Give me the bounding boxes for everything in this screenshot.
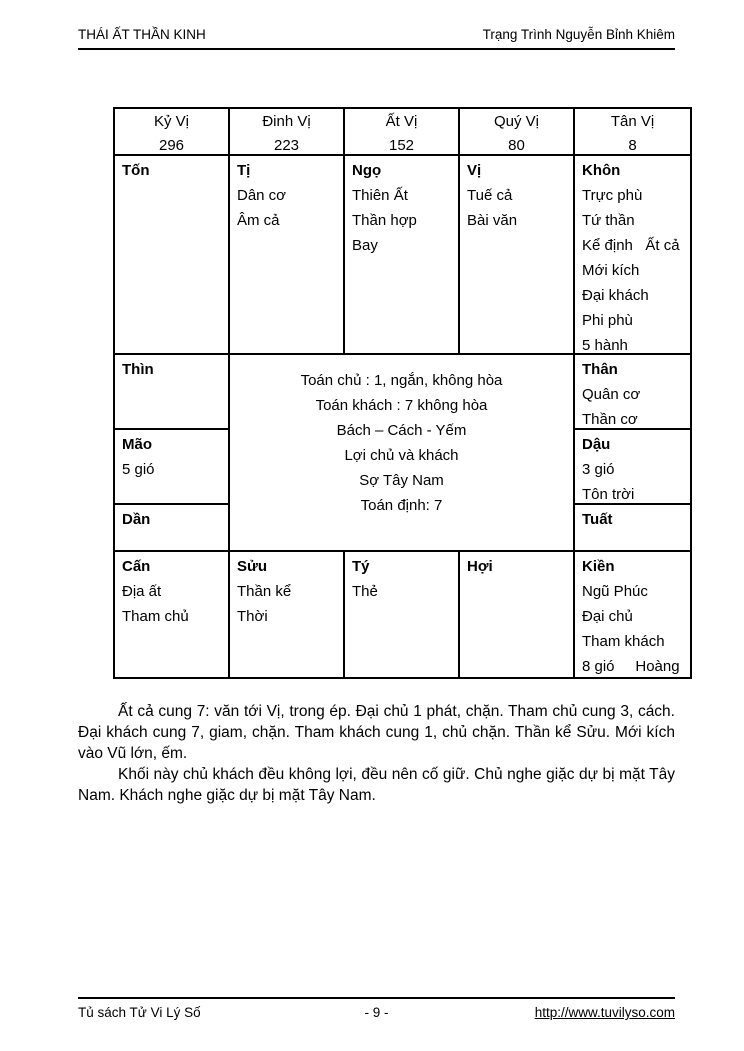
cell-label: Cấn (122, 558, 151, 575)
header-cell-dinh-vi (230, 109, 345, 156)
summary-line: Toán khách : 7 không hòa (315, 397, 488, 414)
cell-label: Thìn (122, 361, 154, 378)
column-value: 296 (158, 137, 185, 154)
header-cell-ky-vi (115, 109, 230, 156)
cell-label: Dần (122, 511, 151, 528)
footer-page-number: - 9 - (364, 1005, 389, 1020)
cell-line: Thần hợp (352, 212, 417, 229)
cell-line: Thẻ (352, 583, 378, 600)
cell-vi (460, 156, 575, 355)
cell-lines (352, 183, 453, 258)
cell-label: Khôn (582, 162, 621, 179)
cell-line: Thời (237, 608, 268, 625)
page-footer (78, 997, 675, 1021)
cell-lines (467, 183, 568, 233)
cell-line: Trực phù (582, 187, 643, 204)
cell-label: Tị (237, 162, 251, 179)
cell-line: Địa ất (122, 583, 162, 600)
header-cell-at-vi (345, 109, 460, 156)
column-value: 8 (628, 137, 637, 154)
cell-label: Hợi (467, 558, 493, 575)
cell-line: Kể định Ất cả (582, 237, 680, 254)
column-value: 80 (508, 137, 525, 154)
cell-lines (237, 579, 338, 629)
cell-line: Bài văn (467, 212, 518, 229)
center-summary-cell (230, 355, 575, 552)
summary-line: Toán chủ : 1, ngắn, không hòa (300, 372, 503, 389)
column-value: 223 (273, 137, 300, 154)
cell-line: Bay (352, 237, 378, 254)
book-title: THÁI ẤT THẦN KINH (78, 27, 206, 42)
cell-ton (115, 156, 230, 355)
header-cell-quy-vi (460, 109, 575, 156)
column-value: 152 (388, 137, 415, 154)
cell-dau (575, 430, 690, 505)
cell-ti (230, 156, 345, 355)
cell-label: Tý (352, 558, 370, 575)
thai-at-chart-table (113, 107, 692, 679)
cell-label: Tuất (582, 511, 613, 528)
cell-line: 8 gió Hoàng (582, 658, 680, 675)
cell-line: Ngũ Phúc (582, 583, 648, 600)
paragraph-1: Ất cả cung 7: văn tới Vị, trong ép. Đại chủ 1 phát, chặn. Tham chủ cung 3, cách. Đại khách cung 7, giam, chặn. Tham khách cung 1, chủ chặn. Thần kể Sửu. Mới kích vào Vũ lớn, ếm. (78, 703, 675, 762)
cell-line: Tứ thần (582, 212, 635, 229)
cell-line: Âm cả (237, 212, 280, 229)
body-text (78, 701, 675, 806)
cell-line: Thần kể (237, 583, 292, 600)
cell-label: Mão (122, 436, 152, 453)
summary-line: Bách – Cách - Yếm (336, 422, 467, 439)
cell-lines (582, 457, 685, 505)
cell-can (115, 552, 230, 677)
cell-lines (582, 579, 685, 677)
cell-label: Sửu (237, 558, 268, 575)
cell-label: Kiền (582, 558, 615, 575)
cell-line: Tham khách (582, 633, 665, 650)
cell-line: Quân cơ (582, 386, 641, 403)
cell-thin (115, 355, 230, 430)
cell-tuat (575, 505, 690, 552)
cell-ty (345, 552, 460, 677)
cell-line: Đại chủ (582, 608, 633, 625)
cell-line: Thiên Ất (352, 187, 408, 204)
cell-label: Thân (582, 361, 618, 378)
cell-hoi (460, 552, 575, 677)
summary-line: Lợi chủ và khách (344, 447, 459, 464)
cell-mao (115, 430, 230, 505)
cell-line: 5 gió (122, 461, 155, 478)
summary-line: Sợ Tây Nam (359, 472, 444, 489)
column-name: Tân Vị (610, 113, 655, 130)
cell-suu (230, 552, 345, 677)
paragraph-2: Khối này chủ khách đều không lợi, đều nên cố giữ. Chủ nghe giặc dự bị mặt Tây Nam. Khách nghe giặc dự bị mặt Tây Nam. (78, 766, 675, 804)
cell-line: Tham chủ (122, 608, 189, 625)
cell-line: 3 gió (582, 461, 615, 478)
cell-line: 5 hành (582, 337, 628, 354)
footer-site-link[interactable]: http://www.tuvilyso.com (534, 1005, 675, 1020)
cell-than (575, 355, 690, 430)
cell-label: Tốn (122, 162, 150, 179)
cell-line: Tuế cả (467, 187, 513, 204)
cell-ngo (345, 156, 460, 355)
cell-kien (575, 552, 690, 677)
footer-series-name: Tủ sách Tử Vi Lý Số (78, 1005, 201, 1020)
cell-lines (122, 457, 223, 482)
cell-lines (582, 382, 685, 430)
column-name: Đinh Vị (262, 113, 311, 130)
cell-lines (122, 579, 223, 629)
cell-label: Dậu (582, 436, 611, 453)
cell-line: Phi phù (582, 312, 633, 329)
cell-lines (582, 183, 685, 355)
cell-line: Mới kích (582, 262, 640, 279)
cell-line: Đại khách (582, 287, 649, 304)
cell-lines (237, 183, 338, 233)
column-name: Kỷ Vị (153, 113, 189, 130)
summary-lines (230, 368, 573, 518)
cell-line: Tôn trời (582, 486, 635, 503)
cell-label: Vị (467, 162, 482, 179)
header-cell-tan-vi (575, 109, 690, 156)
page-header (78, 26, 675, 50)
cell-khon (575, 156, 690, 355)
summary-line: Toán định: 7 (360, 497, 443, 514)
cell-label: Ngọ (352, 162, 382, 179)
column-name: Ất Vị (385, 113, 418, 130)
cell-dan (115, 505, 230, 552)
book-author: Trạng Trình Nguyễn Bỉnh Khiêm (482, 27, 675, 42)
column-name: Quý Vị (493, 113, 539, 130)
cell-line: Dân cơ (237, 187, 287, 204)
cell-lines (352, 579, 453, 604)
cell-line: Thần cơ (582, 411, 638, 428)
